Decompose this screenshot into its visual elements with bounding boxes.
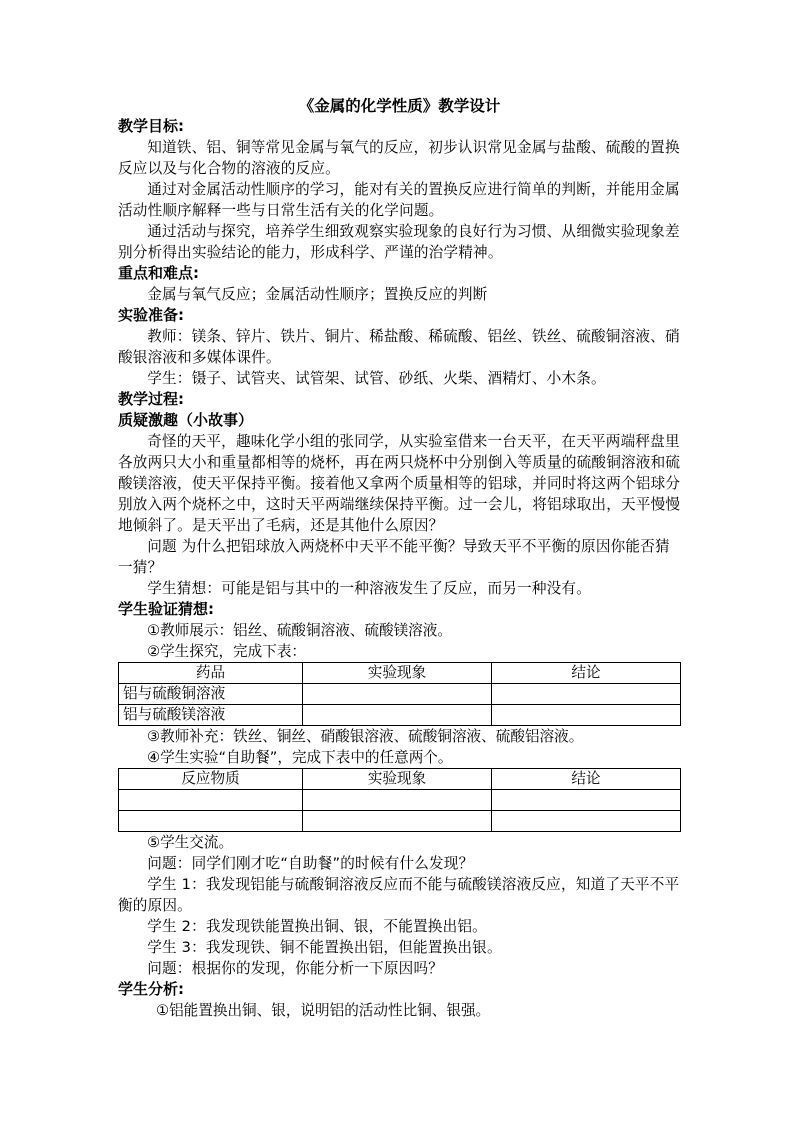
table-cell: 铝与硫酸铜溶液	[119, 684, 303, 705]
table-cell	[119, 790, 303, 811]
student-answer-3: 学生 3：我发现铁、铜不能置换出铝，但能置换出银。	[147, 939, 502, 956]
prep-student: 学生：镊子、试管夹、试管架、试管、砂纸、火柴、酒精灯、小木条。	[147, 370, 606, 387]
student-answer-2: 学生 2：我发现铁能置换出铜、银，不能置换出铝。	[147, 918, 487, 935]
table-row	[119, 684, 681, 705]
student-answer-1: 学生 1：我发现铝能与硫酸铜溶液反应而不能与硫酸镁溶液反应，知道了天平不平衡的原因。	[118, 876, 680, 914]
table-row	[119, 705, 681, 726]
goal-paragraph-1: 知道铁、铝、铜等常见金属与氧气的反应，初步认识常见金属与盐酸、硫酸的置换反应以及与化合物的溶液的反应。	[118, 139, 680, 177]
table-cell	[303, 811, 492, 832]
table-header-cell: 结论	[492, 769, 681, 790]
document-title: 《金属的化学性质》教学设计	[298, 97, 501, 115]
table-cell	[492, 790, 681, 811]
experiment-table-1	[118, 662, 681, 726]
key-paragraph: 金属与氧气反应；金属活动性顺序；置换反应的判断	[147, 286, 488, 303]
table-cell	[492, 811, 681, 832]
table-cell	[303, 705, 492, 726]
verify-question-2: 问题：根据你的发现，你能分析一下原因吗？	[147, 960, 444, 977]
verify-step-4: ④学生实验“自助餐”，完成下表中的任意两个。	[147, 749, 453, 766]
question-paragraph: 问题 为什么把铝球放入两烧杯中天平不能平衡？导致天平不平衡的原因你能否猜一猜？	[118, 538, 670, 576]
verify-step-3: ③教师补充：铁丝、铜丝、硝酸银溶液、硫酸铜溶液、硫酸铝溶液。	[147, 728, 584, 745]
table-cell	[303, 684, 492, 705]
document-page	[118, 96, 681, 1021]
verify-question: 问题：同学们刚才吃“自助餐”的时候有什么发现？	[147, 855, 474, 872]
story-paragraph: 奇怪的天平，趣味化学小组的张同学，从实验室借来一台天平，在天平两端秤盘里各放两只大小和重量都相等的烧杯，再在两只烧杯中分别倒入等质量的硫酸铜溶液和硫酸镁溶液，使天平保持平衡。接着他又拿两个质量相等的铝球，并同时将这两个铝球分别放入两个烧杯之中，这时天平两端继续保持平衡。过一会儿，将铝球取出，天平慢慢地倾斜了。是天平出了毛病，还是其他什么原因？	[118, 433, 681, 534]
table-header-cell: 实验现象	[303, 769, 492, 790]
table-header-row	[119, 663, 681, 684]
table-cell	[303, 790, 492, 811]
section-heading-analysis: 学生分析:	[118, 980, 184, 998]
table-cell: 铝与硫酸镁溶液	[119, 705, 303, 726]
table-row	[119, 811, 681, 832]
section-heading-process: 教学过程:	[118, 390, 184, 408]
analysis-paragraph: ①铝能置换出铜、银，说明铝的活动性比铜、银强。	[156, 1002, 491, 1019]
table-header-cell: 结论	[492, 663, 681, 684]
process-subheading: 质疑激趣（小故事）	[118, 411, 254, 429]
table-cell	[119, 811, 303, 832]
section-heading-prep: 实验准备:	[118, 306, 184, 324]
verify-step-1: ①教师展示：铝丝、硫酸铜溶液、硫酸镁溶液。	[147, 622, 452, 639]
section-heading-verify: 学生验证猜想:	[118, 600, 214, 618]
experiment-table-2	[118, 768, 681, 832]
table-header-row	[119, 769, 681, 790]
table-row	[119, 790, 681, 811]
table-header-cell: 药品	[119, 663, 303, 684]
verify-step-5: ⑤学生交流。	[147, 834, 234, 851]
prep-teacher: 教师：镁条、锌片、铁片、铜片、稀盐酸、稀硫酸、铝丝、铁丝、硫酸铜溶液、硝酸银溶液和多媒体课件。	[118, 328, 680, 366]
table-cell	[492, 705, 681, 726]
guess-paragraph: 学生猜想：可能是铝与其中的一种溶液发生了反应，而另一种没有。	[147, 580, 592, 597]
table-header-cell: 实验现象	[303, 663, 492, 684]
section-heading-goal: 教学目标:	[118, 117, 184, 135]
goal-paragraph-3: 通过活动与探究，培养学生细致观察实验现象的良好行为习惯、从细微实验现象差别分析得出实验结论的能力，形成科学、严谨的治学精神。	[118, 223, 680, 261]
table-header-cell: 反应物质	[119, 769, 303, 790]
section-heading-key: 重点和难点:	[118, 264, 199, 282]
verify-step-2: ②学生探究，完成下表：	[147, 643, 307, 660]
goal-paragraph-2: 通过对金属活动性顺序的学习，能对有关的置换反应进行简单的判断，并能用金属活动性顺序解释一些与日常生活有关的化学问题。	[118, 181, 680, 219]
table-cell	[492, 684, 681, 705]
